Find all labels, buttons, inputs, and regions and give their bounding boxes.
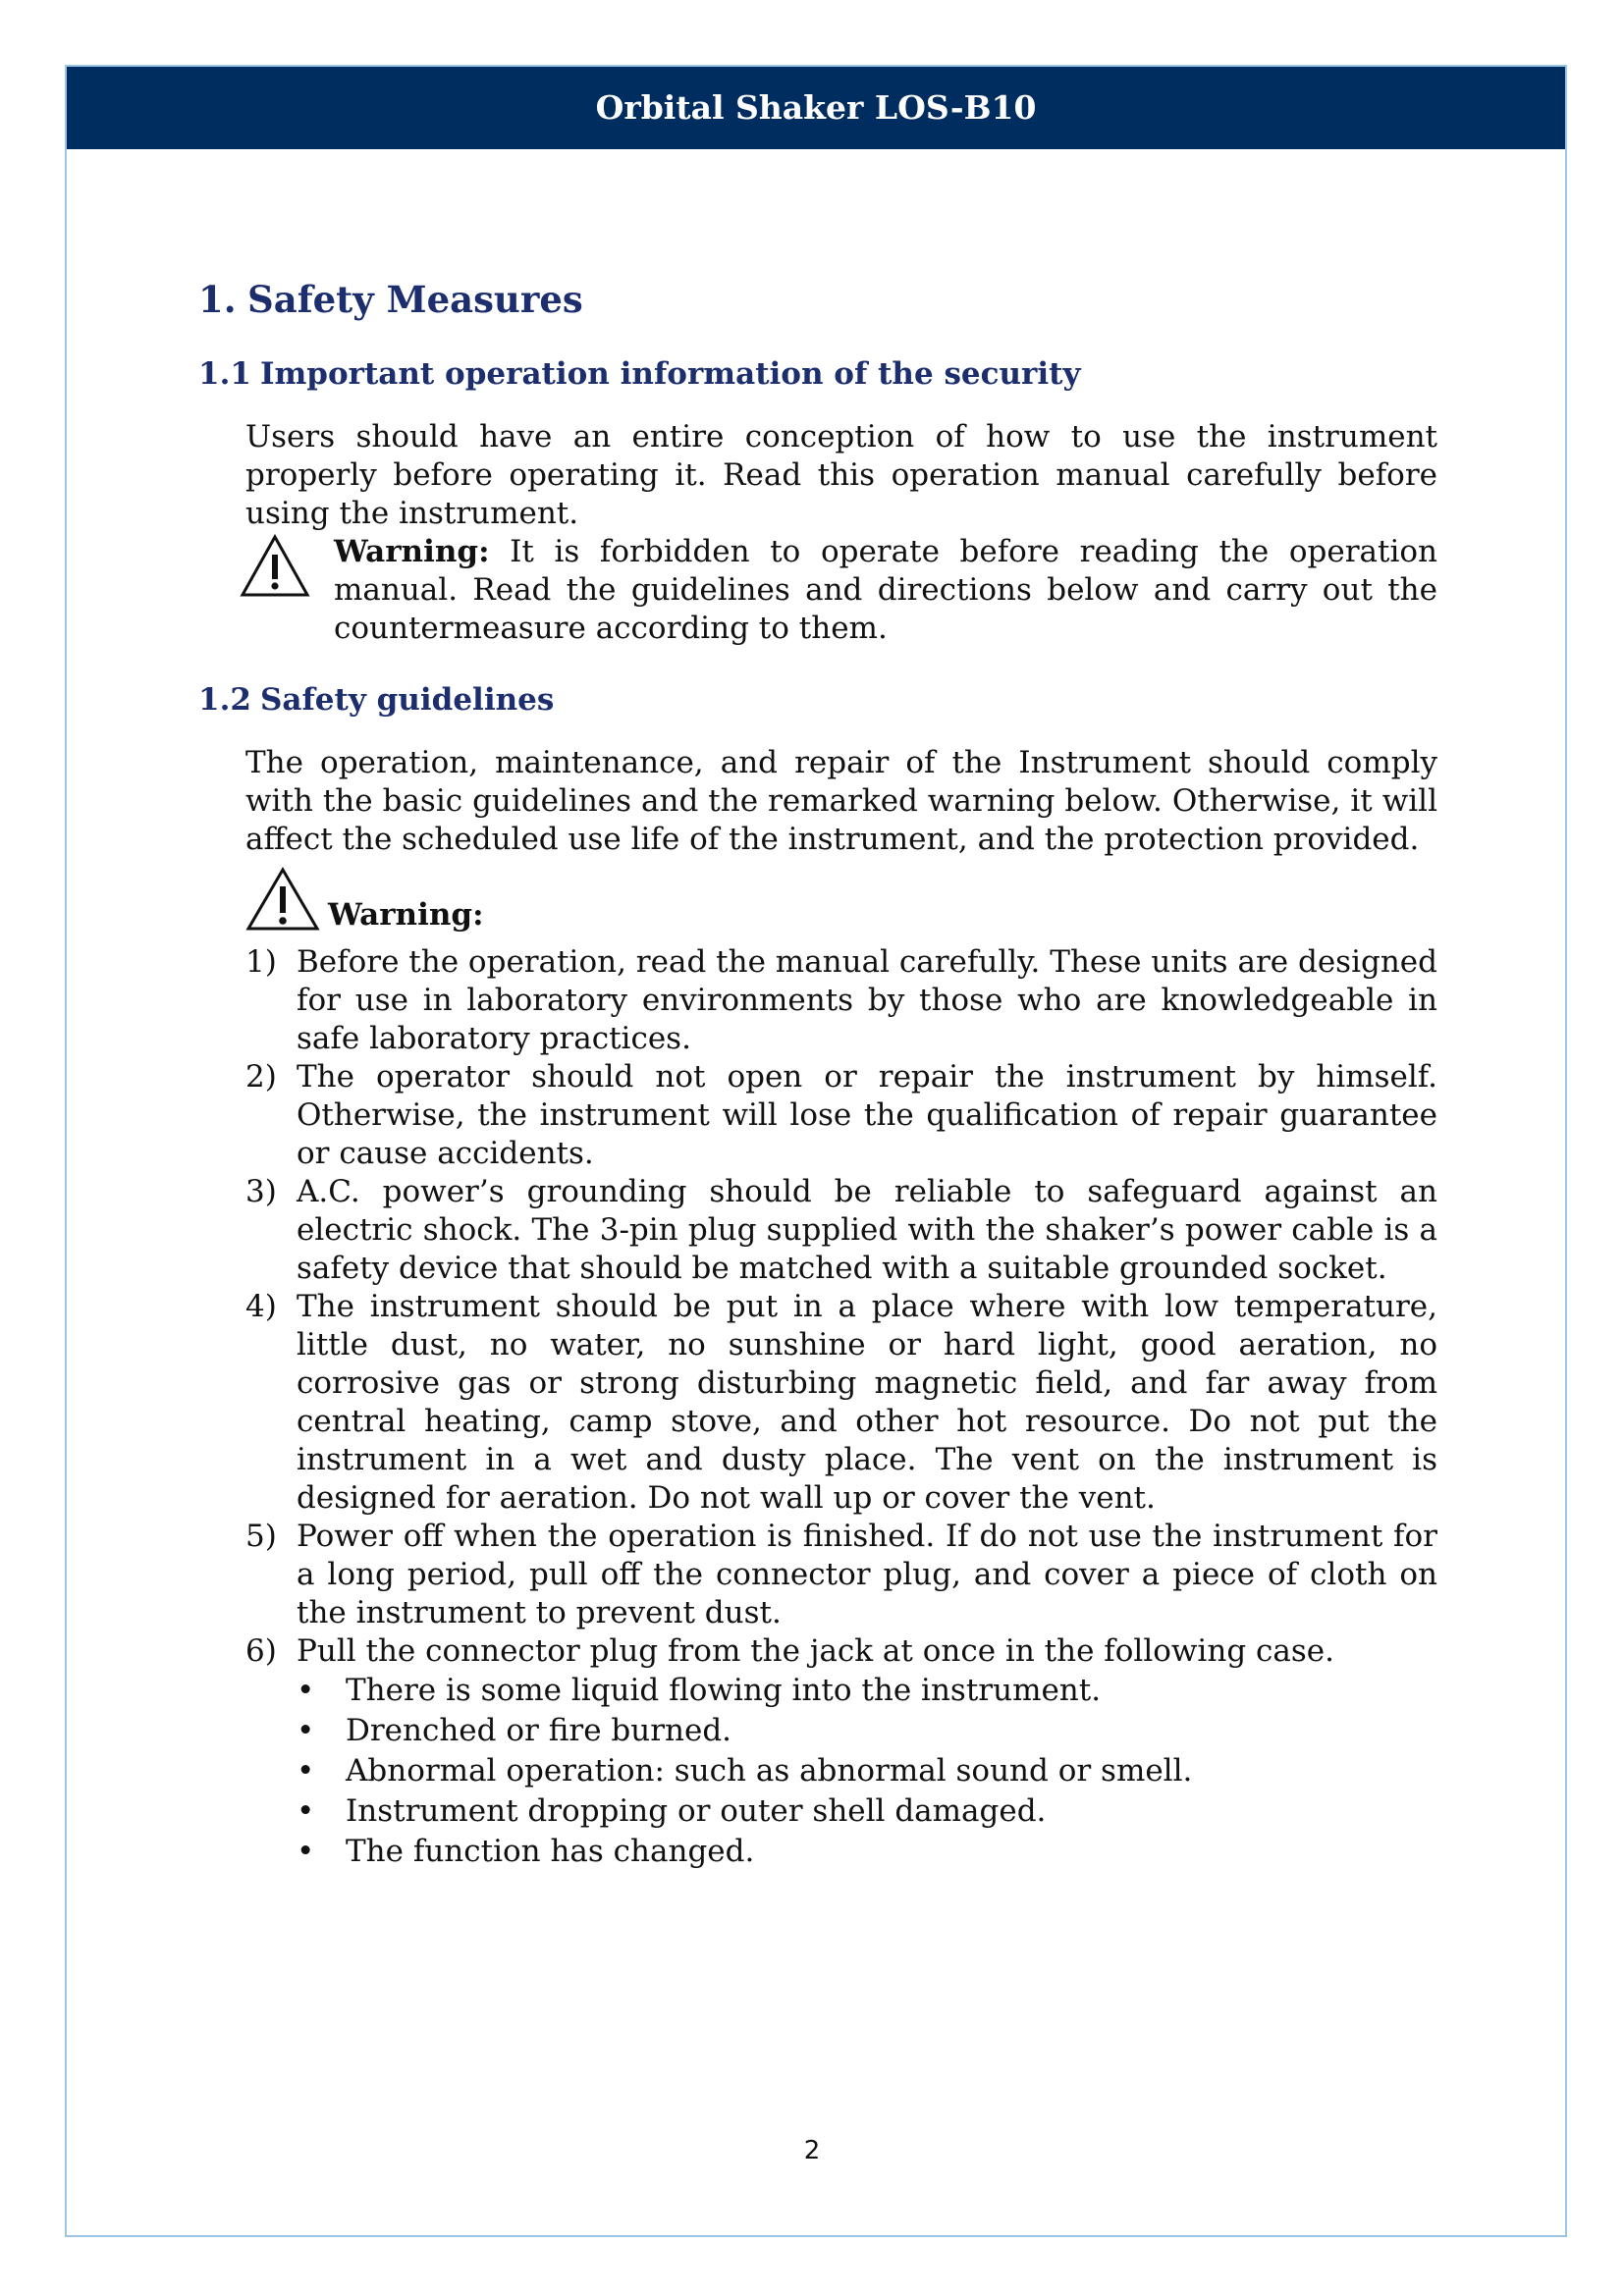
section-number: 1.	[198, 278, 237, 321]
document-title: Orbital Shaker LOS-B10	[595, 88, 1037, 127]
bullet-item	[198, 1751, 1437, 1791]
bullet-text: The function has changed.	[346, 1834, 755, 1869]
bullet-icon: •	[297, 1713, 315, 1748]
warning-label: Warning:	[334, 534, 490, 569]
warning-heading	[198, 867, 1437, 933]
document-header	[67, 67, 1565, 149]
bullet-item	[198, 1711, 1437, 1751]
list-item	[198, 1173, 1437, 1288]
list-item-text: Pull the connector plug from the jack at once in the following case.	[297, 1633, 1334, 1669]
list-marker: 6)	[245, 1633, 277, 1669]
list-marker: 4)	[245, 1289, 277, 1324]
list-marker: 5)	[245, 1519, 277, 1554]
list-item-text: The operator should not open or repair the instrument by himself. Otherwise, the instrument will lose the qualification of repair guarantee or cause accidents.	[297, 1059, 1437, 1171]
warning-text: It is forbidden to operate before reading the operation manual. Read the guidelines and directions below and carry out the countermeasure according to them.	[334, 534, 1437, 646]
list-item	[198, 1518, 1437, 1632]
bullet-text: There is some liquid flowing into the instrument.	[346, 1673, 1102, 1708]
list-item-text: A.C. power’s grounding should be reliable to safeguard against an electric shock. The 3-pin plug supplied with the shaker’s power cable is a safety device that should be matched with a suitable grounded socket.	[297, 1174, 1437, 1286]
list-item	[198, 943, 1437, 1058]
bullet-icon: •	[297, 1834, 315, 1869]
bullet-text: Instrument dropping or outer shell damaged.	[346, 1793, 1047, 1829]
subsection-title: Safety guidelines	[260, 682, 555, 718]
bullet-item	[198, 1791, 1437, 1832]
intro-paragraph: Users should have an entire conception of how to use the instrument properly before operating it. Read this operation manual carefully before using the instrument.	[245, 419, 1437, 531]
list-item	[198, 1632, 1437, 1671]
warning-triangle-icon	[245, 867, 320, 932]
list-item-text: Power off when the operation is finished. If do not use the instrument for a long period, pull off the connector plug, and cover a piece of cloth on the instrument to prevent dust.	[297, 1519, 1437, 1630]
section-title: Safety Measures	[247, 278, 583, 321]
warning-notice	[198, 533, 1437, 648]
bullet-item	[198, 1671, 1437, 1711]
safety-rules-list	[198, 943, 1437, 1671]
subsection-title: Important operation information of the security	[260, 356, 1081, 392]
subsection-number: 1.2	[198, 682, 251, 718]
warning-label: Warning:	[328, 897, 484, 933]
section-heading	[198, 265, 1437, 334]
list-item	[198, 1288, 1437, 1518]
subsection-heading-1-1	[198, 344, 1437, 404]
list-marker: 3)	[245, 1174, 277, 1209]
guidelines-paragraph: The operation, maintenance, and repair of the Instrument should comply with the basic guidelines and the remarked warning below. Otherwise, it will affect the scheduled use life of the instrument, and the protection provided.	[245, 745, 1437, 857]
list-marker: 2)	[245, 1059, 277, 1095]
bullet-icon: •	[297, 1673, 315, 1708]
subsection-heading-1-2	[198, 669, 1437, 730]
bullet-item	[198, 1832, 1437, 1872]
warning-triangle-icon	[240, 533, 310, 598]
bullet-text: Abnormal operation: such as abnormal sound or smell.	[346, 1753, 1193, 1789]
page-number: 2	[803, 2136, 821, 2165]
subsection-number: 1.1	[198, 356, 251, 392]
list-item-text: The instrument should be put in a place where with low temperature, little dust, no water, no sunshine or hard light, good aeration, no corrosive gas or strong disturbing magnetic field, and far away from central heating, camp stove, and other hot resource. Do not put the instrument in a wet and dusty place. The vent on the instrument is designed for aeration. Do not wall up or cover the vent.	[297, 1289, 1437, 1516]
page-content	[198, 265, 1437, 1872]
list-marker: 1)	[245, 944, 277, 980]
list-item	[198, 1058, 1437, 1173]
bullet-icon: •	[297, 1753, 315, 1789]
bullet-icon: •	[297, 1793, 315, 1829]
list-item-text: Before the operation, read the manual carefully. These units are designed for use in laboratory environments by those who are knowledgeable in safe laboratory practices.	[297, 944, 1437, 1056]
bullet-text: Drenched or fire burned.	[346, 1713, 732, 1748]
case-bullet-list	[198, 1671, 1437, 1872]
